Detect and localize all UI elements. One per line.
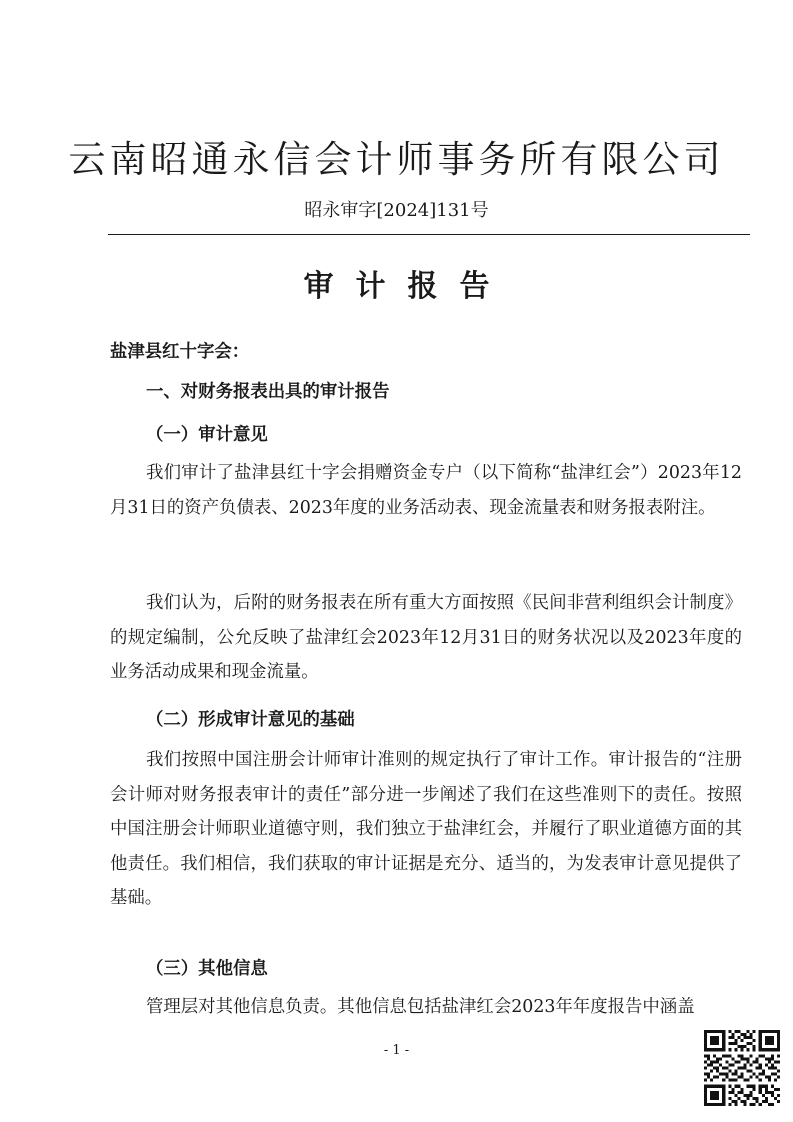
firm-name: 云南昭通永信会计师事务所有限公司 [68, 138, 725, 181]
section-heading-other-info: （三）其他信息 [146, 959, 268, 979]
page-number: - 1 - [383, 1043, 410, 1058]
other-info-paragraph: 管理层对其他信息负责。其他信息包括盐津红会2023年年度报告中涵盖 [146, 997, 695, 1017]
salutation: 盐津县红十字会： [110, 342, 250, 362]
section-heading-basis: （二）形成审计意见的基础 [146, 710, 355, 730]
basis-paragraph: 我们按照中国注册会计师审计准则的规定执行了审计工作。审计报告的“注册会计师对财务报表审计的责任”部分进一步阐述了我们在这些准则下的责任。按照中国注册会计师职业道德守则，我们独立于盐津红会，并履行了职业道德方面的其他责任。我们相信，我们获取的审计证据是充分、适当的，为发表审计意见提供了基础。 [110, 750, 742, 908]
document-number: 昭永审字[2024]131号 [304, 200, 489, 221]
section-heading-opinion: （一）审计意见 [146, 425, 268, 445]
opinion-paragraph-1: 我们审计了盐津县红十字会捐赠资金专户（以下简称“盐津红会”）2023年12月31日的资产负债表、2023年度的业务活动表、现金流量表和财务报表附注。 [110, 463, 742, 518]
section-heading-part-one: 一、对财务报表出具的审计报告 [146, 382, 390, 402]
opinion-paragraph-2: 我们认为，后附的财务报表在所有重大方面按照《民间非营利组织会计制度》的规定编制，公允反映了盐津红会2023年12月31日的财务状况以及2023年度的业务活动成果和现金流量。 [110, 593, 742, 682]
header-divider [108, 234, 750, 235]
report-title: 审计报告 [303, 269, 512, 304]
qr-code-icon [704, 1030, 780, 1106]
